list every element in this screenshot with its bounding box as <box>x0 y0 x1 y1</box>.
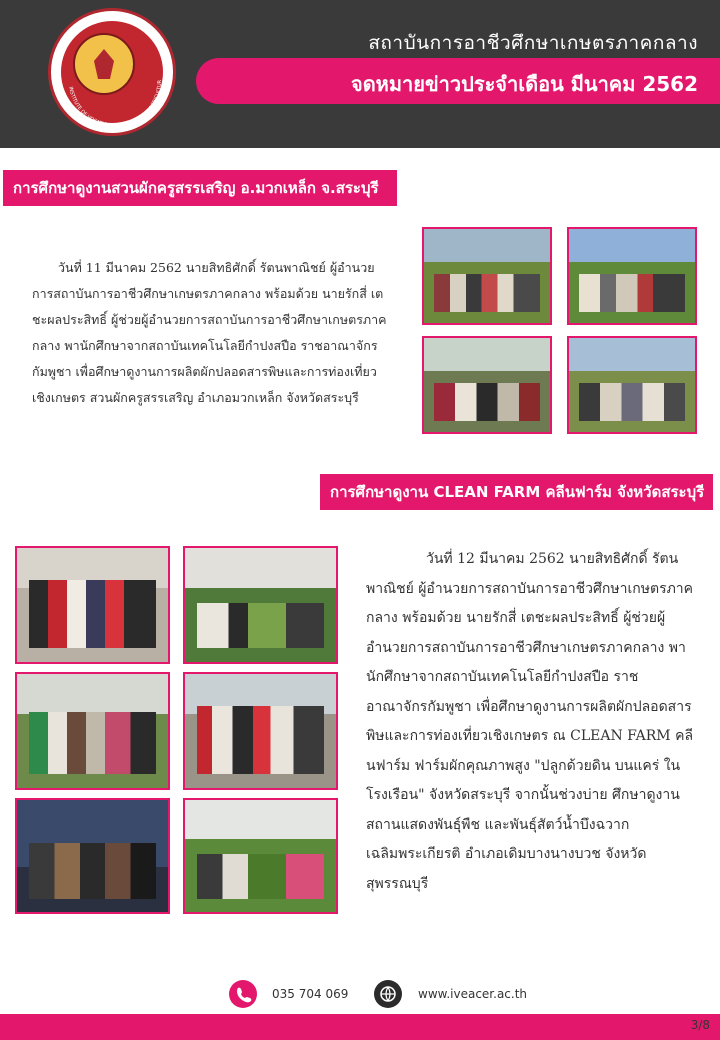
section2-photo-4 <box>183 672 338 790</box>
section1-paragraph <box>32 255 392 411</box>
section2-body: วันที่ 12 มีนาคม 2562 นายสิทธิศักดิ์ รัตนพาณิชย์ ผู้อำนวยการสถาบันการอาชีวศึกษาเกษตรภาคกลาง พร้อมด้วย นายรักสี่ เตชะผลประสิทธิ์ ผู้ช่วยผู้อำนวยการสถาบันการอาชีวศึกษาเกษตรภาคกลาง พานักศึกษาจากสถาบันเทคโนโลยีกำปงสปือ ราชอาณาจักรกัมพูชา เพื่อศึกษาดูงานการผลิตผักปลอดสารพิษและการท่องเที่ยวเชิงเกษตร ณ CLEAN FARM คลีนฟาร์ม ฟาร์มผักคุณภาพสูง "ปลูกด้วยดิน บนแคร่ ในโรงเรือน" จังหวัดสระบุรี จากนั้นช่วงบ่าย ศึกษาดูงานสถานแสดงพันธุ์พืช และพันธุ์สัตว์น้ำบึงฉวากเฉลิมพระเกียรติ อำเภอเดิมบางนางบวช จังหวัดสุพรรณบุรี <box>366 551 694 892</box>
website-link[interactable]: www.iveacer.ac.th <box>418 987 528 1001</box>
section1-title: การศึกษาดูงานสวนผักครูสรรเสริญ อ.มวกเหล็ก จ.สระบุรี <box>3 170 397 206</box>
section2-photo-2 <box>183 546 338 664</box>
section2-photo-1 <box>15 546 170 664</box>
section1-photo-4 <box>567 336 697 434</box>
section1-photo-1 <box>422 227 552 325</box>
section2-photo-3 <box>15 672 170 790</box>
phone-icon <box>229 980 257 1008</box>
section2-photo-5 <box>15 798 170 914</box>
newsletter-title: จดหมายข่าวประจำเดือน มีนาคม 2562 <box>350 72 698 96</box>
globe-icon <box>374 980 402 1008</box>
section1-photo-3 <box>422 336 552 434</box>
logo-seal-text <box>51 11 179 139</box>
footer-bar <box>0 1014 720 1040</box>
section2-title: การศึกษาดูงาน CLEAN FARM คลีนฟาร์ม จังหวัดสระบุรี <box>320 474 713 510</box>
institution-name: สถาบันการอาชีวศึกษาเกษตรภาคกลาง <box>368 32 698 54</box>
section1-photo-2 <box>567 227 697 325</box>
institution-logo <box>48 8 176 136</box>
svg-text:INSTITUTE OF VOCATIONAL EDUCAT: INSTITUTE OF VOCATIONAL EDUCATION IN AGRICULTUR <box>67 79 164 130</box>
phone-number: 035 704 069 <box>272 987 349 1001</box>
section2-photo-6 <box>183 798 338 914</box>
section1-body: วันที่ 11 มีนาคม 2562 นายสิทธิศักดิ์ รัตนพาณิชย์ ผู้อำนวยการสถาบันการอาชีวศึกษาเกษตรภาคกลาง พร้อมด้วย นายรักสี่ เตชะผลประสิทธิ์ ผู้ช่วยผู้อำนวยการสถาบันการอาชีวศึกษาเกษตรภาคกลาง พานักศึกษาจากสถาบันเทคโนโลยีกำปงสปือ ราชอาณาจักรกัมพูชา เพื่อศึกษาดูงานการผลิตผักปลอดสารพิษและการท่องเที่ยวเชิงเกษตร สวนผักครูสรรเสริญ อำเภอมวกเหล็ก จังหวัดสระบุรี <box>32 260 387 405</box>
section2-paragraph <box>366 545 694 899</box>
page-number: 3/8 <box>690 1018 710 1032</box>
